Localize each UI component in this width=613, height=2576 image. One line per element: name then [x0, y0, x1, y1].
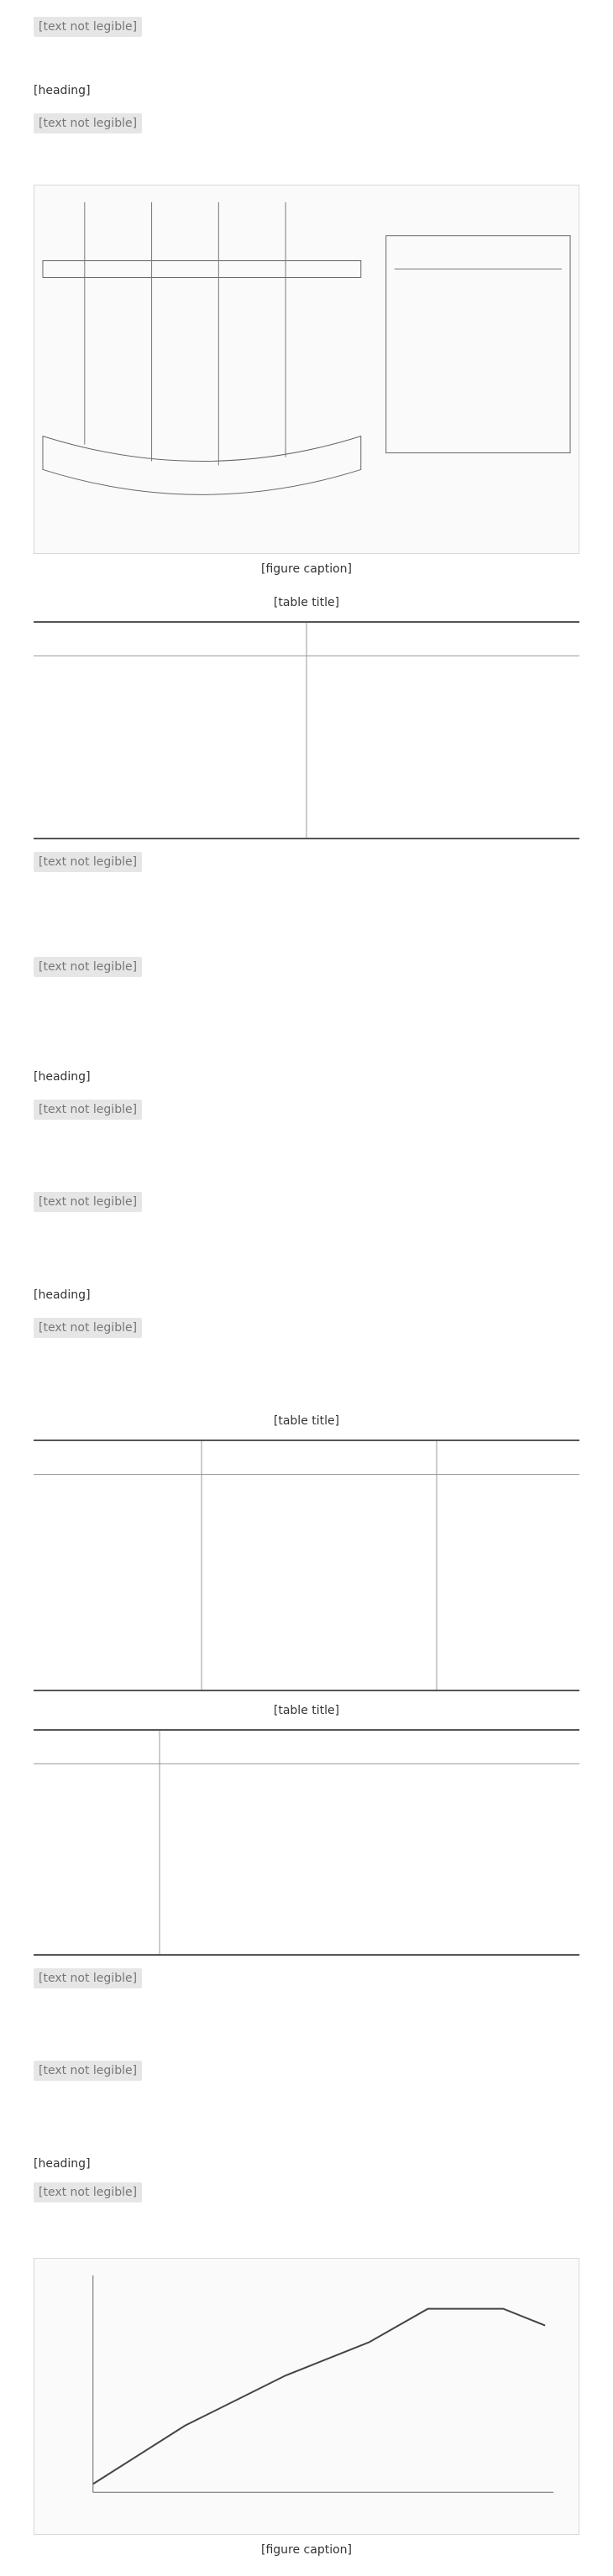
table-title-placeholder: [table title] [273, 1704, 340, 1717]
paragraph-9 [34, 2061, 579, 2145]
table-title-placeholder: [table title] [273, 1414, 340, 1428]
placeholder-text: [text not legible] [34, 1318, 142, 1338]
table-3 [34, 1729, 579, 1956]
table-title-3 [34, 1704, 579, 1724]
placeholder-text: [text not legible] [34, 17, 142, 37]
placeholder-text: [text not legible] [34, 957, 142, 977]
placeholder-text: [text not legible] [34, 1968, 142, 1988]
section-heading-1 [34, 84, 579, 104]
table-title-2 [34, 1414, 579, 1434]
section-heading-3 [34, 1288, 579, 1309]
paragraph-6 [34, 1192, 579, 1276]
heading-placeholder: [heading] [34, 1070, 91, 1084]
placeholder-text: [text not legible] [34, 2182, 142, 2202]
figure-caption-2 [34, 2543, 579, 2563]
paragraph-2 [34, 113, 579, 172]
placeholder-text: [text not legible] [34, 1192, 142, 1212]
figure-structure-drawing [34, 185, 579, 554]
caption-placeholder: [figure caption] [261, 2543, 352, 2557]
table-1 [34, 621, 579, 839]
table-3-grid [34, 1731, 579, 1954]
placeholder-text: [text not legible] [34, 852, 142, 872]
table-title-1 [34, 596, 579, 616]
curve-chart-graphic [34, 2259, 579, 2534]
table-2-grid [34, 1441, 579, 1690]
paragraph-7 [34, 1318, 579, 1402]
caption-placeholder: [figure caption] [261, 562, 352, 576]
placeholder-text: [text not legible] [34, 2061, 142, 2081]
heading-placeholder: [heading] [34, 2157, 91, 2171]
placeholder-text: [text not legible] [34, 113, 142, 133]
structure-drawing-graphic [34, 185, 579, 553]
section-heading-4 [34, 2157, 579, 2177]
table-1-grid [34, 623, 579, 838]
paragraph-5 [34, 1100, 579, 1183]
heading-placeholder: [heading] [34, 84, 91, 97]
paragraph-10 [34, 2182, 579, 2241]
paragraph-4 [34, 957, 579, 1058]
table-title-placeholder: [table title] [273, 596, 340, 609]
placeholder-text: [text not legible] [34, 1100, 142, 1120]
figure-caption-1 [34, 562, 579, 583]
table-2 [34, 1440, 579, 1691]
heading-placeholder: [heading] [34, 1288, 91, 1302]
paragraph-8 [34, 1968, 579, 2052]
section-heading-2 [34, 1070, 579, 1090]
paragraph-3 [34, 852, 579, 953]
figure-curve-chart [34, 2258, 579, 2535]
intro-paragraph [34, 17, 579, 76]
